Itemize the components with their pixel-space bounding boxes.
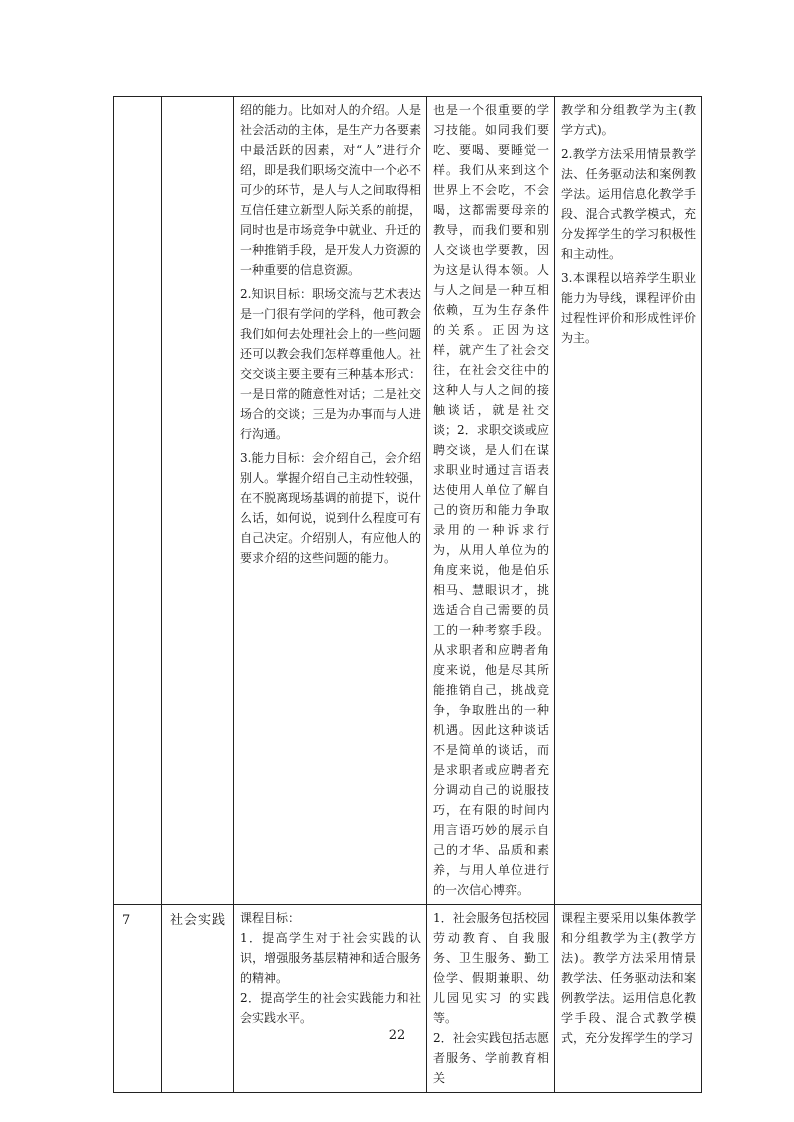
content-cell: [427, 905, 555, 1093]
table-body: [114, 97, 702, 1093]
course-name-cell: [162, 905, 234, 1093]
objective-paragraph: 2．提高学生的社会实践能力和社会实践水平。: [240, 991, 421, 1025]
table-row: [114, 905, 702, 1093]
course-number-cell: [114, 905, 162, 1093]
method-paragraph: 课程主要采用以集体教学和分组教学为主(教学方法)。教学方法采用情景教学法、任务驱动法和案例教学法。运用信息化教学手段、混合式教学模式，充分发挥学生的学习: [561, 911, 696, 1045]
method-paragraph: 2.教学方法采用情景教学法、任务驱动法和案例教学法。运用信息化教学手段、混合式教学模式，充分发挥学生的学习积极性和主动性。: [561, 147, 696, 261]
objective-paragraph: 绍的能力。比如对人的介绍。人是社会活动的主体，是生产力各要素中最活跃的因素，对“人”进行介绍，即是我们职场交流中一个必不可少的环节，是人与人之间取得相互信任建立新型人际关系的前提，同时也是市场竞争中就业、升迁的一种推销手段，是开发人力资源的一种重要的信息资源。: [240, 103, 421, 277]
objective-paragraph: 3.能力目标：会介绍自己，会介绍别人。掌握介绍自己主动性较强，在不脱离现场基调的前提下，说什么话，如何说，说到什么程度可有自己决定。介绍别人，有应他人的要求介绍的这些问题的能力。: [240, 451, 421, 565]
course-number-cell: [114, 97, 162, 905]
methods-cell: [555, 905, 702, 1093]
content-paragraph: 2．社会实践包括志愿者服务、学前教育相关: [433, 1031, 549, 1085]
methods-cell: [555, 97, 702, 905]
content-cell: [427, 97, 555, 905]
objectives-cell: [234, 905, 427, 1093]
course-name-cell: [162, 97, 234, 905]
method-paragraph: 3.本课程以培养学生职业能力为导线，课程评价由过程性评价和形成性评价为主。: [561, 271, 696, 345]
content-paragraph: 1．社会服务包括校园劳动教育、自我服务、卫生服务、勤工俭学、假期兼职、幼儿园见实习 的实践等。: [433, 911, 549, 1025]
course-number: 7: [122, 913, 131, 928]
objective-paragraph: 课程目标：: [240, 911, 301, 925]
table-row: [114, 97, 702, 905]
course-name: 社会实践: [170, 913, 227, 928]
curriculum-table: [113, 96, 702, 1093]
objectives-cell: [234, 97, 427, 905]
content-paragraph: 也是一个很重要的学习技能。如同我们要吃、要喝、要睡觉一样。我们从来到这个世界上不会吃，不会喝，这都需要母亲的教导，而我们要和别人交谈也学要教，因为这是认得本领。人与人之间是一种互相依赖，互为生存条件的关系。正因为这样，就产生了社会交往，在社会交往中的这种人与人之间的接触谈话，就是社交谈；2．求职交谈或应聘交谈，是人们在谋求职业时通过言语表达使用人单位了解自己的资历和能力争取录用的一种诉求行为，从用人单位为的角度来说，他是伯乐相马、慧眼识才，挑选适合自己需要的员工的一种考察手段。从求职者和应聘者角度来说，他是尽其所能推销自己，挑战竞争，争取胜出的一种机遇。因此这种谈话不是简单的谈话，而是求职者或应聘者充分调动自己的说服技巧，在有限的时间内用言语巧妙的展示自己的才华、品质和素养，与用人单位进行的一次信心博弈。: [433, 103, 549, 897]
objective-paragraph: 1．提高学生对于社会实践的认识，增强服务基层精神和适合服务的精神。: [240, 931, 421, 985]
page-number: 22: [388, 1028, 406, 1043]
objective-paragraph: 2.知识目标：职场交流与艺术表达是一门很有学问的学科，他可教会我们如何去处理社会上的一些问题还可以教会我们怎样尊重他人。社交交谈主要主要有三种基本形式：一是日常的随意性对话；二是社交场合的交谈；三是为办事而与人进行沟通。: [240, 287, 421, 441]
method-paragraph: 教学和分组教学为主(教学方式)。: [561, 103, 696, 137]
